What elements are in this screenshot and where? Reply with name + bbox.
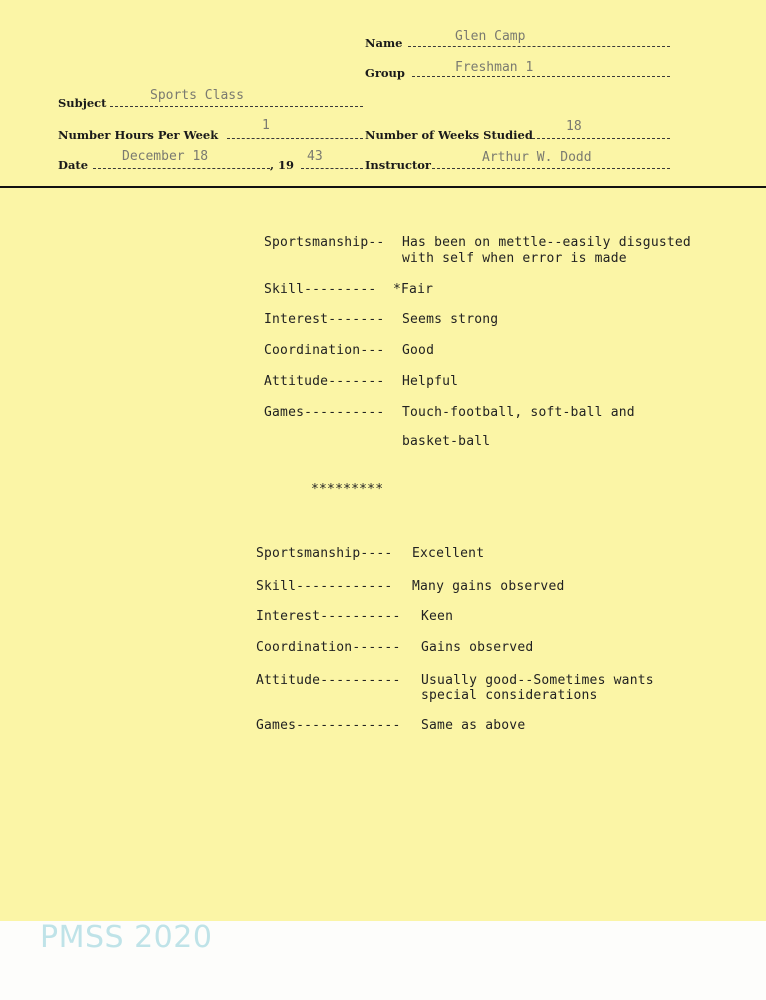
instructor-line	[432, 168, 670, 169]
subject-value: Sports Class	[150, 88, 244, 103]
name-line	[408, 46, 670, 47]
year-value: 43	[307, 149, 323, 164]
report1-sportsmanship-cont: with self when error is made	[402, 251, 627, 266]
instructor-label: Instructor	[365, 158, 431, 172]
hours-label: Number Hours Per Week	[58, 128, 219, 142]
report2-attitude-label: Attitude----------	[256, 673, 401, 688]
header-divider	[0, 186, 766, 188]
report2-skill-label: Skill------------	[256, 579, 393, 594]
instructor-value: Arthur W. Dodd	[482, 150, 592, 165]
report2-interest-value: Keen	[421, 609, 454, 624]
section-separator: *********	[311, 482, 384, 497]
date-line	[93, 168, 270, 169]
weeks-value: 18	[566, 119, 582, 134]
report2-games-value: Same as above	[421, 718, 526, 733]
report1-games-cont: basket-ball	[402, 434, 491, 449]
report1-coordination-value: Good	[402, 343, 435, 358]
report2-skill-value: Many gains observed	[412, 579, 565, 594]
report1-coordination-label: Coordination---	[264, 343, 385, 358]
report1-attitude-label: Attitude-------	[264, 374, 385, 389]
report2-sportsmanship-label: Sportsmanship----	[256, 546, 393, 561]
hours-value: 1	[262, 118, 270, 133]
report1-sportsmanship-label: Sportsmanship--	[264, 235, 385, 250]
report2-games-label: Games-------------	[256, 718, 401, 733]
hours-line	[227, 138, 363, 139]
report1-attitude-value: Helpful	[402, 374, 459, 389]
year-line	[301, 168, 363, 169]
weeks-line	[532, 138, 670, 139]
report1-skill-value: *Fair	[393, 282, 434, 297]
name-value: Glen Camp	[455, 29, 526, 44]
report1-sportsmanship-value: Has been on mettle--easily disgusted	[402, 235, 691, 250]
report2-interest-label: Interest----------	[256, 609, 401, 624]
report2-attitude-cont: special considerations	[421, 688, 598, 703]
subject-line	[110, 106, 363, 107]
report1-interest-label: Interest-------	[264, 312, 385, 327]
report2-coordination-value: Gains observed	[421, 640, 534, 655]
group-value: Freshman 1	[455, 60, 534, 75]
subject-label: Subject	[58, 96, 107, 110]
group-label: Group	[365, 66, 405, 80]
year-prefix: , 19	[270, 158, 295, 172]
report1-interest-value: Seems strong	[402, 312, 499, 327]
date-label: Date	[58, 158, 89, 172]
report2-coordination-label: Coordination------	[256, 640, 401, 655]
watermark: PMSS 2020	[40, 920, 213, 955]
name-label: Name	[365, 36, 403, 50]
report1-skill-label: Skill---------	[264, 282, 377, 297]
report2-attitude-value: Usually good--Sometimes wants	[421, 673, 654, 688]
report2-sportsmanship-value: Excellent	[412, 546, 485, 561]
weeks-label: Number of Weeks Studied	[365, 128, 533, 142]
group-line	[412, 76, 670, 77]
report1-games-label: Games----------	[264, 405, 385, 420]
report1-games-value: Touch-football, soft-ball and	[402, 405, 635, 420]
date-value: December 18	[122, 149, 209, 164]
